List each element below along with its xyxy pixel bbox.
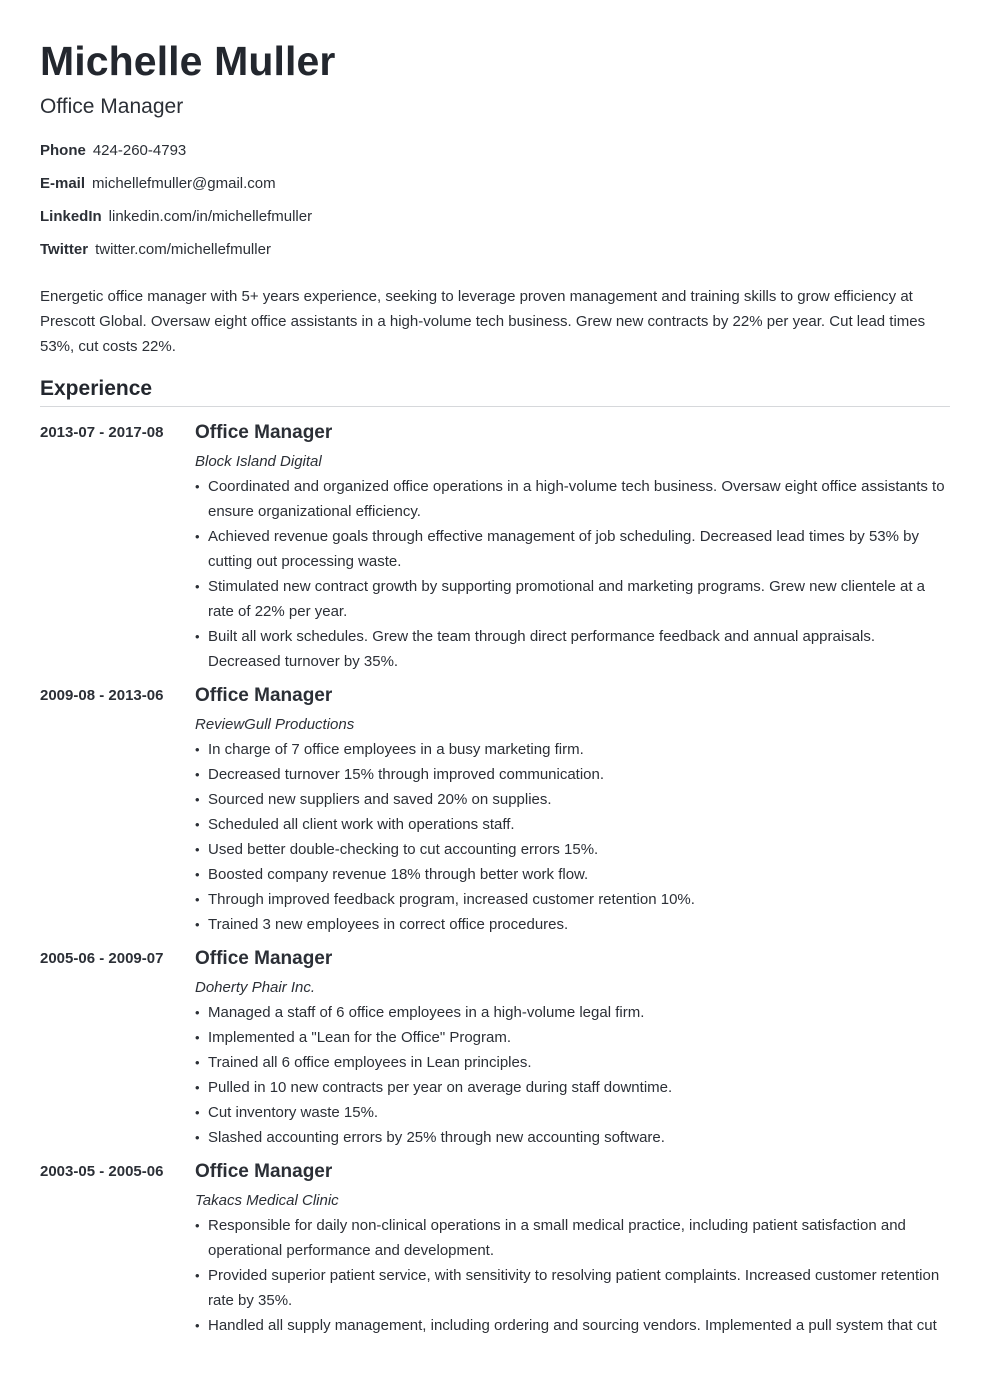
- job-company: Doherty Phair Inc.: [195, 979, 316, 996]
- job-title: Office Manager: [195, 1161, 333, 1182]
- job-dates: 2009-08 - 2013-06: [40, 687, 164, 704]
- job-title: Office Manager: [195, 422, 333, 443]
- contact-label: E-mail: [40, 175, 86, 192]
- contact-phone: [40, 141, 950, 161]
- job-body: [195, 946, 950, 1150]
- job-dates: 2013-07 - 2017-08: [40, 424, 164, 441]
- job-bullet: • Responsible for daily non-clinical operations in a small medical practice, including patient satisfaction and operational performance and development.: [195, 1213, 950, 1263]
- job-bullet: • Coordinated and organized office operations in a high-volume tech business. Oversaw eight office assistants to ensure organizational efficiency.: [195, 474, 950, 524]
- profile-summary: Energetic office manager with 5+ years experience, seeking to leverage proven management and training skills to grow efficiency at Prescott Global. Oversaw eight office assistants in a high-volume tech business. Grew new contracts by 22% per year. Cut lead times 53%, cut costs 22%.: [40, 288, 926, 355]
- job-bullet: • Stimulated new contract growth by supporting promotional and marketing programs. Grew new clientele at a rate of 22% per year.: [195, 574, 950, 624]
- job-entry: [40, 946, 950, 1150]
- job-body: [195, 1159, 950, 1338]
- job-entry: [40, 420, 950, 674]
- job-bullet: • Achieved revenue goals through effective management of job scheduling. Decreased lead times by 53% by cutting out processing waste.: [195, 524, 950, 574]
- job-bullets: [195, 737, 950, 937]
- job-bullet: • Trained 3 new employees in correct office procedures.: [195, 912, 950, 937]
- contact-label: LinkedIn: [40, 208, 102, 225]
- job-bullet: • Boosted company revenue 18% through better work flow.: [195, 862, 950, 887]
- job-bullet: • Implemented a "Lean for the Office" Program.: [195, 1025, 950, 1050]
- contact-twitter: [40, 240, 950, 260]
- job-bullets: [195, 1000, 950, 1150]
- job-entry: [40, 683, 950, 937]
- experience-list: [40, 420, 950, 1338]
- job-bullet: • Slashed accounting errors by 25% through new accounting software.: [195, 1125, 950, 1150]
- candidate-name: Michelle Muller: [40, 38, 336, 84]
- contact-value: twitter.com/michellefmuller: [95, 241, 271, 258]
- job-company: Takacs Medical Clinic: [195, 1192, 339, 1209]
- job-bullet: • Decreased turnover 15% through improved communication.: [195, 762, 950, 787]
- candidate-headline: Office Manager: [40, 95, 184, 118]
- job-bullet: • Scheduled all client work with operations staff.: [195, 812, 950, 837]
- job-body: [195, 420, 950, 674]
- contact-linkedin: [40, 207, 950, 227]
- job-bullet: • In charge of 7 office employees in a busy marketing firm.: [195, 737, 950, 762]
- job-title: Office Manager: [195, 948, 333, 969]
- job-title: Office Manager: [195, 685, 333, 706]
- job-bullet: • Sourced new suppliers and saved 20% on supplies.: [195, 787, 950, 812]
- contact-value: 424-260-4793: [92, 142, 187, 159]
- contact-value: michellefmuller@gmail.com: [92, 175, 276, 192]
- job-bullet: • Pulled in 10 new contracts per year on average during staff downtime.: [195, 1075, 950, 1100]
- job-bullet: • Handled all supply management, including ordering and sourcing vendors. Implemented a pull system that cut: [195, 1313, 950, 1338]
- experience-section-title: Experience: [40, 376, 950, 407]
- job-bullet: • Built all work schedules. Grew the team through direct performance feedback and annual appraisals. Decreased turnover by 35%.: [195, 624, 950, 674]
- job-entry: [40, 1159, 950, 1338]
- job-body: [195, 683, 950, 937]
- contact-label: Twitter: [40, 241, 89, 258]
- job-bullet: • Cut inventory waste 15%.: [195, 1100, 950, 1125]
- job-bullets: [195, 1213, 950, 1338]
- job-bullet: • Managed a staff of 6 office employees in a high-volume legal firm.: [195, 1000, 950, 1025]
- job-company: Block Island Digital: [195, 453, 322, 470]
- job-bullet: • Provided superior patient service, with sensitivity to resolving patient complaints. Increased customer retention rate by 35%.: [195, 1263, 950, 1313]
- job-company: ReviewGull Productions: [195, 716, 355, 733]
- job-dates: 2005-06 - 2009-07: [40, 950, 164, 967]
- job-bullet: • Trained all 6 office employees in Lean principles.: [195, 1050, 950, 1075]
- job-bullet: • Used better double-checking to cut accounting errors 15%.: [195, 837, 950, 862]
- contact-email: [40, 174, 950, 194]
- contact-value: linkedin.com/in/michellefmuller: [108, 208, 313, 225]
- contact-label: Phone: [40, 142, 86, 159]
- job-bullets: [195, 474, 950, 674]
- contact-list: [40, 141, 950, 260]
- job-dates: 2003-05 - 2005-06: [40, 1163, 164, 1180]
- job-bullet: • Through improved feedback program, increased customer retention 10%.: [195, 887, 950, 912]
